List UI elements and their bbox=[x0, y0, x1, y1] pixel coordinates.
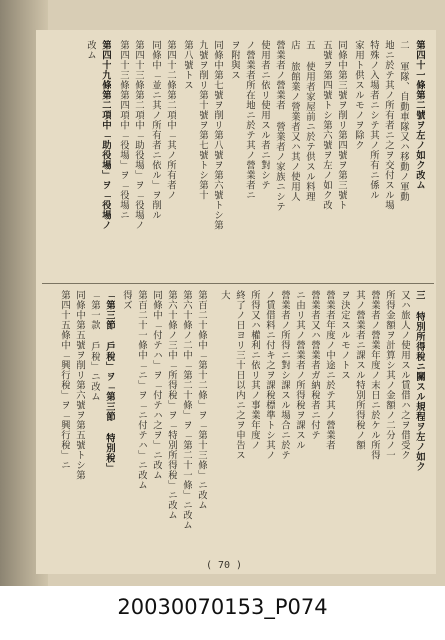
text-column: 同條中第七號ヲ削リ第八號ヲ第六號トシ第 bbox=[212, 40, 223, 230]
text-column: 地ニ於テ其ノ所有者ニ之ヲ交付スル場 bbox=[383, 40, 394, 210]
text-column: 「第一款 戶稅」ニ改ム bbox=[89, 290, 100, 402]
text-column: 第六十條ノ二中「第二十條」ヲ「第二十一條」ニ改ム bbox=[181, 290, 192, 530]
text-column: 同條中「付テハ」ヲ「付テハ之ヲ」ニ改ム bbox=[151, 290, 162, 480]
text-column: 第四十一條第二號ヲ左ノ如ク改ム bbox=[414, 40, 425, 190]
text-column: ノ營業者所在地ニ於テ其ノ營業者ニ bbox=[244, 40, 255, 200]
text-column: 營業者ノ營業年度ノ末日ニ於ケル所得 bbox=[369, 290, 380, 460]
text-column: 同條中「並ニ其ノ所有者ニ依ル」ヲ削ル bbox=[150, 40, 161, 220]
text-column: 九號ヲ削リ第十號ヲ第七號トシ第十 bbox=[197, 40, 208, 200]
image-caption: 20030070153_P074 bbox=[117, 595, 328, 619]
text-column: 營業者年度ノ中途ニ於テ其ノ營業者 bbox=[324, 290, 335, 450]
text-column: 同條中第五號ヲ削リ第六號ヲ第五號トシ第 bbox=[74, 290, 85, 480]
text-column: 五 使用者家屋前ニ於テ供スル料理 bbox=[304, 40, 315, 202]
text-column: ヲ附與ス bbox=[229, 40, 240, 80]
text-column: 同條中第三號ヲ削リ第四號ヲ第三號ト bbox=[336, 40, 347, 210]
text-column: 第四十五條中「興行稅」ヲ「興行稅」ニ bbox=[59, 290, 70, 470]
text-column: 五號ヲ第四號トシ第六號ヲ左ノ如ク改 bbox=[321, 40, 332, 210]
text-column: 又ハ旅人ノ使用スル賃借ハ之ヲ借受ク bbox=[399, 290, 410, 460]
text-column: 第百二十一條中「ニ」ヲ「ニ付テハ」ニ改ム bbox=[136, 290, 147, 490]
text-column: ヲ決定スルモノトス bbox=[339, 290, 350, 380]
page-number: ( 70 ) bbox=[205, 560, 243, 571]
text-column: 第四十三條第二項中「助役場」ヲ「役場ノ bbox=[133, 40, 144, 230]
text-column: 第四十九條第二項中「助役場」ヲ「役場ノ bbox=[100, 40, 111, 230]
text-column: 所得又ハ權利ニ依リ其ノ事業年度ノ bbox=[249, 290, 260, 450]
text-column: 使用者ニ依リ使用スル者ニ對シテ bbox=[259, 40, 270, 190]
text-column: 家用ト供スルモノヲ除ク bbox=[353, 40, 364, 150]
text-column: 三 特別所得稅ニ關スル規程ヲ左ノ如ク bbox=[414, 290, 425, 472]
text-column: 得ズ bbox=[121, 290, 132, 310]
text-column: ニ由リ其ノ營業者ノ所得稅ヲ課スル bbox=[294, 290, 305, 450]
text-column: 第八號トス bbox=[182, 40, 193, 90]
text-column: 營業者又ハ營業者ガ納稅者ニ付テ bbox=[309, 290, 320, 440]
text-column: 第四十二條第二項中「其ノ所有者ノ bbox=[165, 40, 176, 200]
text-column: 終了ノ日ヨリ三十日以内ニ之ヲ申告ス bbox=[234, 290, 245, 460]
text-column: 營業者ノ所得ニ對シ課スル場合ニ於テ bbox=[279, 290, 290, 460]
text-column: 第六十條ノ三中「所得稅」ヲ「特別所得稅」ニ改ム bbox=[166, 290, 177, 520]
text-column: 所得金額ヲ計算シ其ノ金額ノ二分ノ一 bbox=[384, 290, 395, 460]
text-column: 第百二十條中「第十二條」ヲ「第十三條」ニ改ム bbox=[196, 290, 207, 510]
text-column: ノ賃借料ニ付キ之ヲ課稅標準トシ其ノ bbox=[264, 290, 275, 460]
text-column: 大 bbox=[219, 290, 230, 300]
text-column: 第四十三條第四項中「役場」ヲ「役場ニ bbox=[118, 40, 129, 220]
text-column: 「第三節 戶稅」ヲ「第三節 特別稅」 bbox=[104, 290, 115, 473]
text-column: 營業者ノ營業者 營業者ノ家族ニシテ bbox=[274, 40, 285, 212]
text-column: 店 旅館業ノ營業者又ハ其ノ使用人 bbox=[289, 40, 300, 202]
text-column: 特殊ノ入場者ニシテ其ノ所有ニ係ル bbox=[368, 40, 379, 200]
section-divider bbox=[42, 283, 434, 284]
text-column: 二 軍隊、自動車隊又ハ移動ノ軍動 bbox=[398, 40, 409, 202]
text-column: 改ム bbox=[85, 40, 96, 60]
text-column: 其ノ營業者ニ課スル特別所得稅ノ額 bbox=[354, 290, 365, 450]
